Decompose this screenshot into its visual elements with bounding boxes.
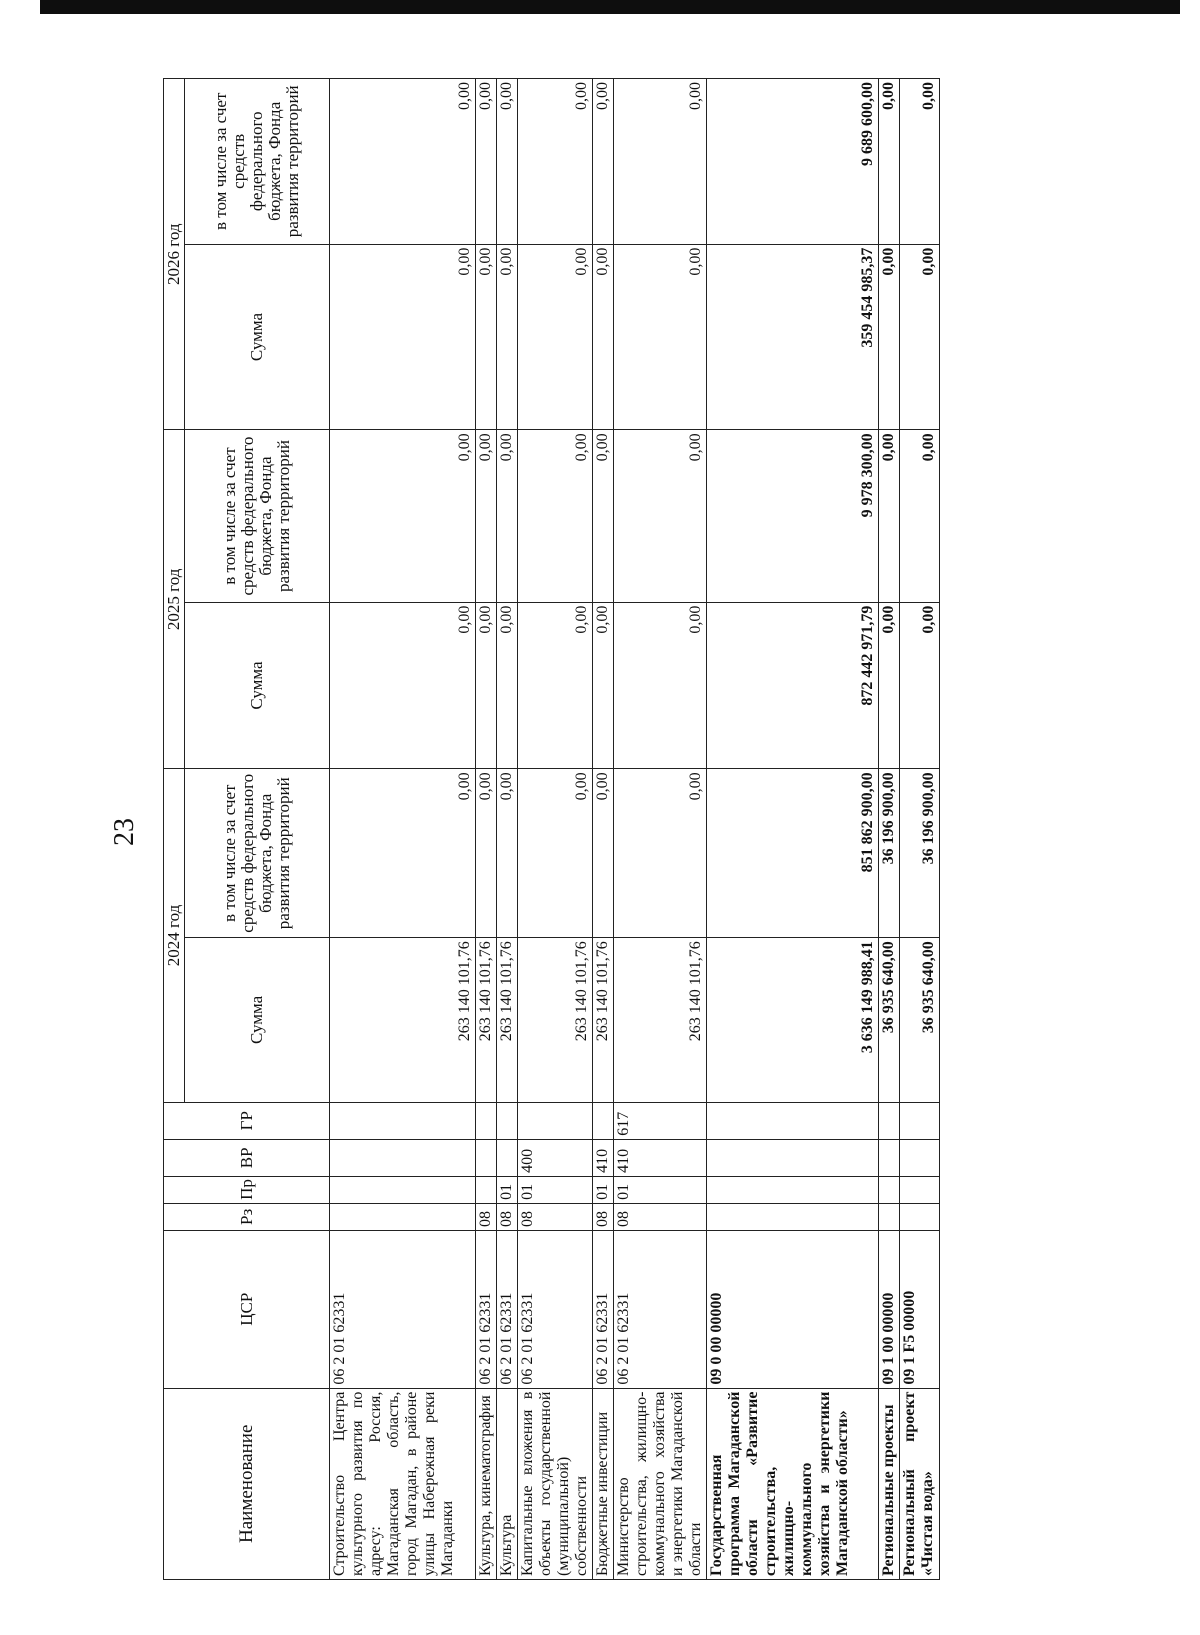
row-sum-2026: 0,00 [476, 244, 497, 430]
row-gr [330, 1102, 476, 1139]
row-sum-2026: 359 454 985,37 [707, 244, 879, 430]
row-name: Культура, кинематография [476, 1388, 497, 1579]
header-vr: ВР [164, 1139, 330, 1176]
row-csr: 06 2 01 62331 [518, 1230, 593, 1388]
row-pr [476, 1176, 497, 1203]
row-sum-2026: 0,00 [497, 244, 518, 430]
row-sum-2025: 872 442 971,79 [707, 602, 879, 769]
header-year-2024: 2024 год [164, 769, 185, 1102]
row-gr [518, 1102, 593, 1139]
header-federal-2026: в том числе за счет средств федерального бюджета, Фонда развития территорий [185, 79, 330, 245]
row-sum-2025: 0,00 [518, 602, 593, 769]
row-sum-2024: 263 140 101,76 [593, 938, 614, 1102]
row-federal-2025: 0,00 [879, 430, 900, 602]
row-federal-2025: 9 978 300,00 [707, 430, 879, 602]
row-vr: 410 [614, 1139, 707, 1176]
row-csr: 06 2 01 62331 [330, 1230, 476, 1388]
header-name: Наименование [164, 1388, 330, 1579]
row-sum-2024: 36 935 640,00 [900, 938, 940, 1102]
row-gr [900, 1102, 940, 1139]
row-csr: 06 2 01 62331 [593, 1230, 614, 1388]
table-row [476, 79, 497, 1580]
header-pr: Пр [164, 1176, 330, 1203]
row-sum-2024: 263 140 101,76 [330, 938, 476, 1102]
row-pr [707, 1176, 879, 1203]
table-body [330, 79, 940, 1580]
row-vr [330, 1139, 476, 1176]
row-sum-2026: 0,00 [614, 244, 707, 430]
row-federal-2024: 0,00 [497, 769, 518, 938]
row-sum-2026: 0,00 [330, 244, 476, 430]
row-rz: 08 [476, 1203, 497, 1230]
row-federal-2026: 0,00 [879, 79, 900, 245]
table-header [164, 79, 330, 1580]
row-csr: 06 2 01 62331 [614, 1230, 707, 1388]
row-federal-2026: 0,00 [900, 79, 940, 245]
row-csr: 06 2 01 62331 [497, 1230, 518, 1388]
row-federal-2026: 0,00 [518, 79, 593, 245]
row-pr [330, 1176, 476, 1203]
row-federal-2024: 851 862 900,00 [707, 769, 879, 938]
table-row [900, 79, 940, 1580]
row-sum-2024: 263 140 101,76 [476, 938, 497, 1102]
row-pr: 01 [497, 1176, 518, 1203]
row-federal-2025: 0,00 [593, 430, 614, 602]
header-federal-2024: в том числе за счет средств федерального бюджета, Фонда развития территорий [185, 769, 330, 938]
row-csr: 09 1 F5 00000 [900, 1230, 940, 1388]
budget-table [163, 78, 940, 1580]
table-row [497, 79, 518, 1580]
header-gr: ГР [164, 1102, 330, 1139]
row-sum-2025: 0,00 [900, 602, 940, 769]
header-sum-2025: Сумма [185, 602, 330, 769]
table-row [330, 79, 476, 1580]
row-federal-2026: 0,00 [614, 79, 707, 245]
row-federal-2024: 0,00 [614, 769, 707, 938]
header-csr: ЦСР [164, 1230, 330, 1388]
row-sum-2025: 0,00 [476, 602, 497, 769]
row-name: Государственная программа Магаданской области «Развитие строительства, жилищно-коммунального хозяйства и энергетики Магаданской области» [707, 1388, 879, 1579]
row-gr [476, 1102, 497, 1139]
row-name: Министерство строительства, жилищно-коммунального хозяйства и энергетики Магаданской области [614, 1388, 707, 1579]
row-name: Строительство Центра культурного развития по адресу: Россия, Магаданская область, город Магадан, в районе улицы Набережная реки Магаданки [330, 1388, 476, 1579]
row-federal-2025: 0,00 [497, 430, 518, 602]
row-sum-2026: 0,00 [879, 244, 900, 430]
row-federal-2025: 0,00 [614, 430, 707, 602]
header-sum-2024: Сумма [185, 938, 330, 1102]
row-name: Капитальные вложения в объекты государственной (муниципальной) собственности [518, 1388, 593, 1579]
scan-top-border [40, 0, 1180, 14]
row-federal-2024: 0,00 [330, 769, 476, 938]
row-csr: 09 0 00 00000 [707, 1230, 879, 1388]
row-sum-2026: 0,00 [900, 244, 940, 430]
row-rz: 08 [593, 1203, 614, 1230]
row-name: Региональные проекты [879, 1388, 900, 1579]
header-sum-2026: Сумма [185, 244, 330, 430]
row-federal-2024: 36 196 900,00 [900, 769, 940, 938]
row-federal-2026: 0,00 [497, 79, 518, 245]
row-sum-2025: 0,00 [879, 602, 900, 769]
header-federal-2025: в том числе за счет средств федерального бюджета, Фонда развития территорий [185, 430, 330, 602]
row-federal-2024: 0,00 [476, 769, 497, 938]
row-vr [879, 1139, 900, 1176]
table-row [614, 79, 707, 1580]
page-number: 23 [109, 818, 140, 846]
row-rz: 08 [518, 1203, 593, 1230]
row-federal-2026: 0,00 [593, 79, 614, 245]
row-sum-2024: 3 636 149 988,41 [707, 938, 879, 1102]
row-name: Культура [497, 1388, 518, 1579]
row-federal-2026: 0,00 [330, 79, 476, 245]
header-year-2026: 2026 год [164, 79, 185, 430]
row-federal-2024: 0,00 [593, 769, 614, 938]
table-row [879, 79, 900, 1580]
row-federal-2025: 0,00 [476, 430, 497, 602]
row-csr: 06 2 01 62331 [476, 1230, 497, 1388]
row-vr: 400 [518, 1139, 593, 1176]
row-sum-2025: 0,00 [330, 602, 476, 769]
row-sum-2024: 263 140 101,76 [614, 938, 707, 1102]
row-federal-2024: 36 196 900,00 [879, 769, 900, 938]
row-sum-2024: 36 935 640,00 [879, 938, 900, 1102]
row-csr: 09 1 00 00000 [879, 1230, 900, 1388]
header-year-2025: 2025 год [164, 430, 185, 769]
row-rz [707, 1203, 879, 1230]
row-gr: 617 [614, 1102, 707, 1139]
row-vr [497, 1139, 518, 1176]
row-name: Бюджетные инвестиции [593, 1388, 614, 1579]
table-row [707, 79, 879, 1580]
row-gr [497, 1102, 518, 1139]
row-federal-2025: 0,00 [518, 430, 593, 602]
row-vr [476, 1139, 497, 1176]
row-name: Региональный проект «Чистая вода» [900, 1388, 940, 1579]
row-sum-2025: 0,00 [593, 602, 614, 769]
row-federal-2025: 0,00 [330, 430, 476, 602]
row-vr: 410 [593, 1139, 614, 1176]
row-federal-2026: 9 689 600,00 [707, 79, 879, 245]
row-sum-2024: 263 140 101,76 [497, 938, 518, 1102]
header-rz: Рз [164, 1203, 330, 1230]
row-federal-2026: 0,00 [476, 79, 497, 245]
row-rz [330, 1203, 476, 1230]
row-pr: 01 [518, 1176, 593, 1203]
row-federal-2025: 0,00 [900, 430, 940, 602]
budget-table-rotated [163, 78, 1078, 1580]
row-rz: 08 [497, 1203, 518, 1230]
row-gr [879, 1102, 900, 1139]
row-sum-2025: 0,00 [614, 602, 707, 769]
row-federal-2024: 0,00 [518, 769, 593, 938]
row-sum-2026: 0,00 [518, 244, 593, 430]
row-rz [900, 1203, 940, 1230]
row-pr: 01 [614, 1176, 707, 1203]
row-rz: 08 [614, 1203, 707, 1230]
row-vr [900, 1139, 940, 1176]
row-sum-2025: 0,00 [497, 602, 518, 769]
row-rz [879, 1203, 900, 1230]
row-sum-2026: 0,00 [593, 244, 614, 430]
row-pr [879, 1176, 900, 1203]
row-gr [593, 1102, 614, 1139]
table-row [593, 79, 614, 1580]
row-pr: 01 [593, 1176, 614, 1203]
row-sum-2024: 263 140 101,76 [518, 938, 593, 1102]
row-vr [707, 1139, 879, 1176]
row-gr [707, 1102, 879, 1139]
table-row [518, 79, 593, 1580]
row-pr [900, 1176, 940, 1203]
